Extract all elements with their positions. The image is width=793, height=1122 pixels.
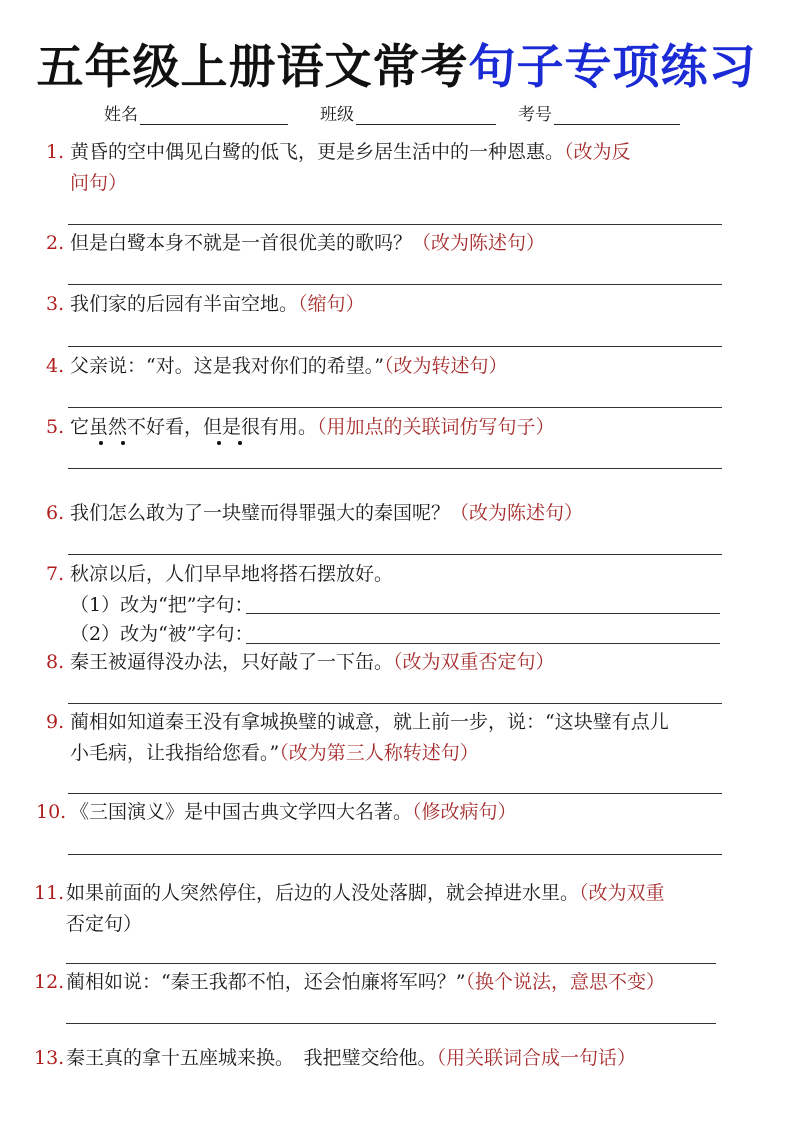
answer-line-10[interactable]	[68, 854, 722, 855]
question-text-cont: 小毛病，让我指给您看。”（改为第三人称转述句）	[70, 742, 479, 764]
question-number: 1.	[46, 141, 65, 163]
emphasis-dot	[121, 441, 125, 445]
student-info-row	[0, 100, 793, 126]
question-text: 它虽然不好看，但是很有用。（用加点的关联词仿写句子）	[70, 416, 555, 438]
answer-line-12[interactable]	[66, 1023, 716, 1024]
question-number: 7.	[46, 563, 65, 585]
class-blank[interactable]	[356, 106, 496, 125]
question-text: 秋凉以后，人们早早地将搭石摆放好。	[70, 563, 394, 585]
question-instruction: （改为第三人称转述句）	[279, 742, 479, 764]
question-instruction: （用关联词合成一句话）	[436, 1047, 637, 1069]
answer-line-2[interactable]	[68, 284, 722, 285]
question-instruction-cont: 否定句）	[66, 913, 143, 935]
question-text: 秦王真的拿十五座城来换。 我把璧交给他。（用关联词合成一句话）	[66, 1047, 637, 1069]
question-number: 12.	[34, 971, 65, 993]
question-number: 3.	[46, 293, 65, 315]
question-text: 我们怎么敢为了一块璧而得罪强大的秦国呢？（改为陈述句）	[70, 502, 584, 524]
question-instruction-cont: 问句）	[70, 172, 128, 194]
question-text: 父亲说：“对。这是我对你们的希望。”（改为转述句）	[70, 355, 508, 377]
question-instruction: （改为陈述句）	[450, 502, 584, 524]
question-instruction: （改为双重否定句）	[393, 651, 555, 673]
sub-question-2: （2）改为“被”字句：	[70, 623, 254, 645]
question-text: 蔺相如知道秦王没有拿城换璧的诚意，就上前一步，说：“这块璧有点儿	[70, 711, 669, 733]
sub-question-1: （1）改为“把”字句：	[70, 594, 254, 616]
name-field[interactable]	[104, 100, 288, 125]
class-label: 班级	[320, 105, 354, 125]
answer-line-9[interactable]	[68, 793, 722, 794]
question-number: 4.	[46, 355, 65, 377]
question-instruction: （改为陈述句）	[412, 232, 546, 254]
question-instruction: （改为双重	[579, 882, 665, 904]
question-number: 2.	[46, 232, 65, 254]
question-number: 9.	[46, 711, 65, 733]
question-instruction: （改为转述句）	[383, 355, 508, 377]
name-label: 姓名	[104, 105, 138, 125]
answer-line-1[interactable]	[68, 224, 722, 225]
page-title	[0, 38, 793, 98]
sub-answer-line-1[interactable]	[246, 613, 720, 614]
number-label: 考号	[518, 105, 552, 125]
title-part-1: 五年级上册语文常考	[36, 40, 469, 95]
title-part-2: 句子专项练习	[468, 40, 757, 95]
sub-answer-line-2[interactable]	[246, 643, 720, 644]
question-instruction: （修改病句）	[412, 801, 517, 823]
question-text: 但是白鹭本身不就是一首很优美的歌吗？（改为陈述句）	[70, 232, 546, 254]
question-instruction: （缩句）	[298, 293, 365, 315]
answer-line-11[interactable]	[66, 963, 716, 964]
number-blank[interactable]	[554, 106, 680, 125]
number-field[interactable]	[518, 100, 680, 125]
question-number: 10.	[36, 801, 67, 823]
question-instruction: （用加点的关联词仿写句子）	[317, 416, 555, 438]
question-text: 如果前面的人突然停住，后边的人没处落脚，就会掉进水里。（改为双重	[66, 882, 665, 904]
emphasis-dot	[238, 441, 242, 445]
class-field[interactable]	[320, 100, 496, 125]
question-instruction: （换个说法，意思不变）	[465, 971, 665, 993]
question-number: 13.	[34, 1047, 65, 1069]
question-number: 11.	[34, 882, 65, 904]
question-text: 黄昏的空中偶见白鹭的低飞，更是乡居生活中的一种恩惠。（改为反	[70, 141, 631, 163]
question-text: 《三国演义》是中国古典文学四大名著。（修改病句）	[70, 801, 517, 823]
answer-line-4[interactable]	[68, 407, 722, 408]
answer-line-3[interactable]	[68, 346, 722, 347]
question-text: 我们家的后园有半亩空地。（缩句）	[70, 293, 365, 315]
question-number: 6.	[46, 502, 65, 524]
emphasis-dot	[99, 441, 103, 445]
question-text: 蔺相如说：“秦王我都不怕，还会怕廉将军吗？”（换个说法，意思不变）	[66, 971, 665, 993]
question-number: 8.	[46, 651, 65, 673]
answer-line-5[interactable]	[68, 468, 722, 469]
answer-line-8[interactable]	[68, 703, 722, 704]
question-number: 5.	[46, 416, 65, 438]
emphasis-dot	[217, 441, 221, 445]
question-text: 秦王被逼得没办法，只好敲了一下缶。（改为双重否定句）	[70, 651, 555, 673]
question-instruction: （改为反	[564, 141, 631, 163]
answer-line-6[interactable]	[68, 554, 722, 555]
name-blank[interactable]	[140, 106, 288, 125]
